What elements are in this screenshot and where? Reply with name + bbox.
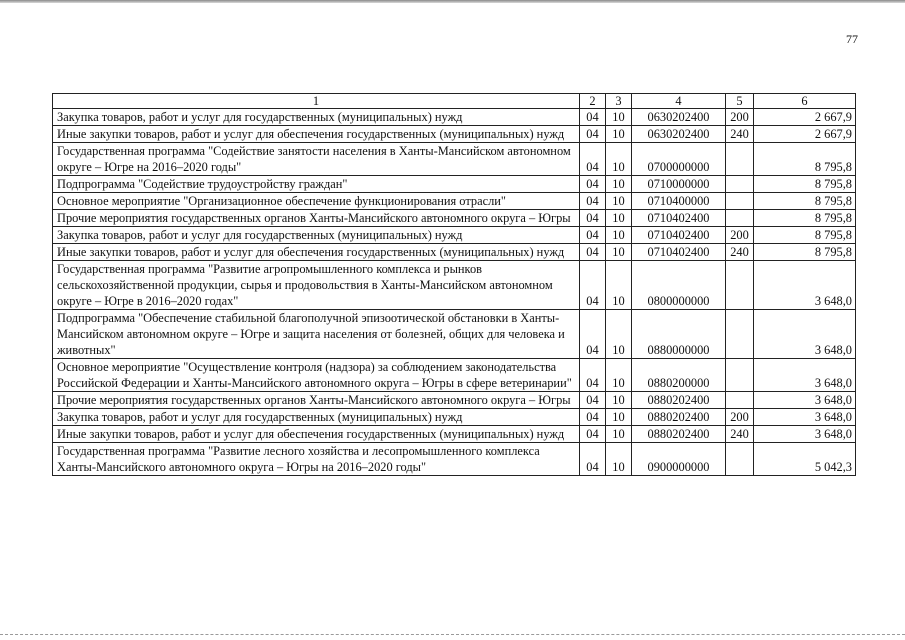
row-section-cell: 04	[580, 261, 606, 310]
row-name-cell: Государственная программа "Развитие лесного хозяйства и лесопромышленного комплекса Ханты-Мансийского автономного округа – Югры на 2016–2020 годы"	[53, 443, 580, 476]
header-cell-name: 1	[53, 94, 580, 109]
row-expense-type-cell: 200	[726, 227, 754, 244]
row-subsection-cell: 10	[606, 244, 632, 261]
row-subsection-cell: 10	[606, 310, 632, 359]
row-expense-type-cell	[726, 443, 754, 476]
row-name-cell: Закупка товаров, работ и услуг для государственных (муниципальных) нужд	[53, 409, 580, 426]
row-amount-cell: 8 795,8	[754, 227, 856, 244]
page-number: 77	[846, 32, 858, 46]
row-name-cell: Прочие мероприятия государственных органов Ханты-Мансийского автономного округа – Югры	[53, 210, 580, 227]
row-name-cell: Иные закупки товаров, работ и услуг для обеспечения государственных (муниципальных) нужд	[53, 426, 580, 443]
scan-bottom-edge	[0, 634, 905, 636]
row-subsection-cell: 10	[606, 443, 632, 476]
row-section-cell: 04	[580, 210, 606, 227]
table-body	[53, 109, 856, 476]
table-row	[53, 409, 856, 426]
row-section-cell: 04	[580, 227, 606, 244]
table-row	[53, 109, 856, 126]
row-amount-cell: 3 648,0	[754, 409, 856, 426]
row-section-cell: 04	[580, 443, 606, 476]
table-row	[53, 261, 856, 310]
row-target-article-cell: 0880202400	[632, 392, 726, 409]
row-expense-type-cell	[726, 176, 754, 193]
row-expense-type-cell	[726, 359, 754, 392]
row-target-article-cell: 0880202400	[632, 426, 726, 443]
header-row	[53, 94, 856, 109]
row-section-cell: 04	[580, 143, 606, 176]
row-section-cell: 04	[580, 392, 606, 409]
row-target-article-cell: 0880200000	[632, 359, 726, 392]
row-subsection-cell: 10	[606, 426, 632, 443]
row-subsection-cell: 10	[606, 193, 632, 210]
row-name-cell: Иные закупки товаров, работ и услуг для обеспечения государственных (муниципальных) нужд	[53, 126, 580, 143]
table-row	[53, 244, 856, 261]
row-amount-cell: 3 648,0	[754, 310, 856, 359]
table-row	[53, 193, 856, 210]
row-subsection-cell: 10	[606, 261, 632, 310]
row-subsection-cell: 10	[606, 359, 632, 392]
table-row	[53, 443, 856, 476]
row-section-cell: 04	[580, 126, 606, 143]
header-cell-section: 2	[580, 94, 606, 109]
row-amount-cell: 3 648,0	[754, 426, 856, 443]
row-expense-type-cell	[726, 143, 754, 176]
row-expense-type-cell	[726, 193, 754, 210]
row-section-cell: 04	[580, 409, 606, 426]
row-target-article-cell: 0880202400	[632, 409, 726, 426]
row-amount-cell: 8 795,8	[754, 193, 856, 210]
row-amount-cell: 2 667,9	[754, 126, 856, 143]
row-target-article-cell: 0710402400	[632, 210, 726, 227]
table-row	[53, 227, 856, 244]
row-name-cell: Государственная программа "Содействие занятости населения в Ханты-Мансийском автономном округе – Югре на 2016–2020 годы"	[53, 143, 580, 176]
table-header	[53, 94, 856, 109]
row-subsection-cell: 10	[606, 392, 632, 409]
row-amount-cell: 3 648,0	[754, 392, 856, 409]
row-expense-type-cell	[726, 261, 754, 310]
table-row	[53, 210, 856, 227]
row-subsection-cell: 10	[606, 109, 632, 126]
header-cell-subsection: 3	[606, 94, 632, 109]
row-amount-cell: 8 795,8	[754, 143, 856, 176]
row-amount-cell: 3 648,0	[754, 359, 856, 392]
row-expense-type-cell	[726, 392, 754, 409]
row-name-cell: Закупка товаров, работ и услуг для государственных (муниципальных) нужд	[53, 227, 580, 244]
row-section-cell: 04	[580, 109, 606, 126]
row-section-cell: 04	[580, 359, 606, 392]
row-amount-cell: 8 795,8	[754, 176, 856, 193]
row-amount-cell: 5 042,3	[754, 443, 856, 476]
row-expense-type-cell: 240	[726, 426, 754, 443]
table-row	[53, 126, 856, 143]
row-expense-type-cell: 200	[726, 109, 754, 126]
row-subsection-cell: 10	[606, 210, 632, 227]
table-row	[53, 392, 856, 409]
row-name-cell: Основное мероприятие "Организационное обеспечение функционирования отрасли"	[53, 193, 580, 210]
row-subsection-cell: 10	[606, 126, 632, 143]
table-row	[53, 310, 856, 359]
row-section-cell: 04	[580, 310, 606, 359]
budget-table	[52, 93, 856, 476]
row-subsection-cell: 10	[606, 227, 632, 244]
row-target-article-cell: 0710000000	[632, 176, 726, 193]
row-amount-cell: 8 795,8	[754, 210, 856, 227]
header-cell-expense-type: 5	[726, 94, 754, 109]
row-expense-type-cell: 200	[726, 409, 754, 426]
row-expense-type-cell	[726, 210, 754, 227]
table-row	[53, 426, 856, 443]
row-name-cell: Основное мероприятие "Осуществление контроля (надзора) за соблюдением законодательства Российской Федерации и Ханты-Мансийского автономного округа – Югры в сфере ветеринарии"	[53, 359, 580, 392]
row-amount-cell: 8 795,8	[754, 244, 856, 261]
row-target-article-cell: 0630202400	[632, 126, 726, 143]
row-name-cell: Прочие мероприятия государственных органов Ханты-Мансийского автономного округа – Югры	[53, 392, 580, 409]
header-cell-amount: 6	[754, 94, 856, 109]
row-section-cell: 04	[580, 426, 606, 443]
table-row	[53, 143, 856, 176]
row-amount-cell: 3 648,0	[754, 261, 856, 310]
row-name-cell: Закупка товаров, работ и услуг для государственных (муниципальных) нужд	[53, 109, 580, 126]
row-expense-type-cell: 240	[726, 126, 754, 143]
row-name-cell: Государственная программа "Развитие агропромышленного комплекса и рынков сельскохозяйственной продукции, сырья и продовольствия в Ханты-Мансийском автономном округе – Югре в 2016–2020 годах"	[53, 261, 580, 310]
row-name-cell: Подпрограмма "Содействие трудоустройству граждан"	[53, 176, 580, 193]
row-subsection-cell: 10	[606, 409, 632, 426]
row-section-cell: 04	[580, 176, 606, 193]
header-cell-target-article: 4	[632, 94, 726, 109]
row-target-article-cell: 0630202400	[632, 109, 726, 126]
scan-top-edge	[0, 0, 905, 3]
row-target-article-cell: 0710400000	[632, 193, 726, 210]
row-expense-type-cell	[726, 310, 754, 359]
row-amount-cell: 2 667,9	[754, 109, 856, 126]
row-subsection-cell: 10	[606, 176, 632, 193]
row-target-article-cell: 0880000000	[632, 310, 726, 359]
table-row	[53, 359, 856, 392]
row-target-article-cell: 0700000000	[632, 143, 726, 176]
row-section-cell: 04	[580, 193, 606, 210]
row-name-cell: Подпрограмма "Обеспечение стабильной благополучной эпизоотической обстановки в Ханты-Мансийском автономном округе – Югре и защита населения от болезней, общих для человека и животных"	[53, 310, 580, 359]
row-expense-type-cell: 240	[726, 244, 754, 261]
row-subsection-cell: 10	[606, 143, 632, 176]
row-target-article-cell: 0710402400	[632, 244, 726, 261]
row-name-cell: Иные закупки товаров, работ и услуг для обеспечения государственных (муниципальных) нужд	[53, 244, 580, 261]
table-row	[53, 176, 856, 193]
row-target-article-cell: 0900000000	[632, 443, 726, 476]
row-section-cell: 04	[580, 244, 606, 261]
row-target-article-cell: 0800000000	[632, 261, 726, 310]
row-target-article-cell: 0710402400	[632, 227, 726, 244]
